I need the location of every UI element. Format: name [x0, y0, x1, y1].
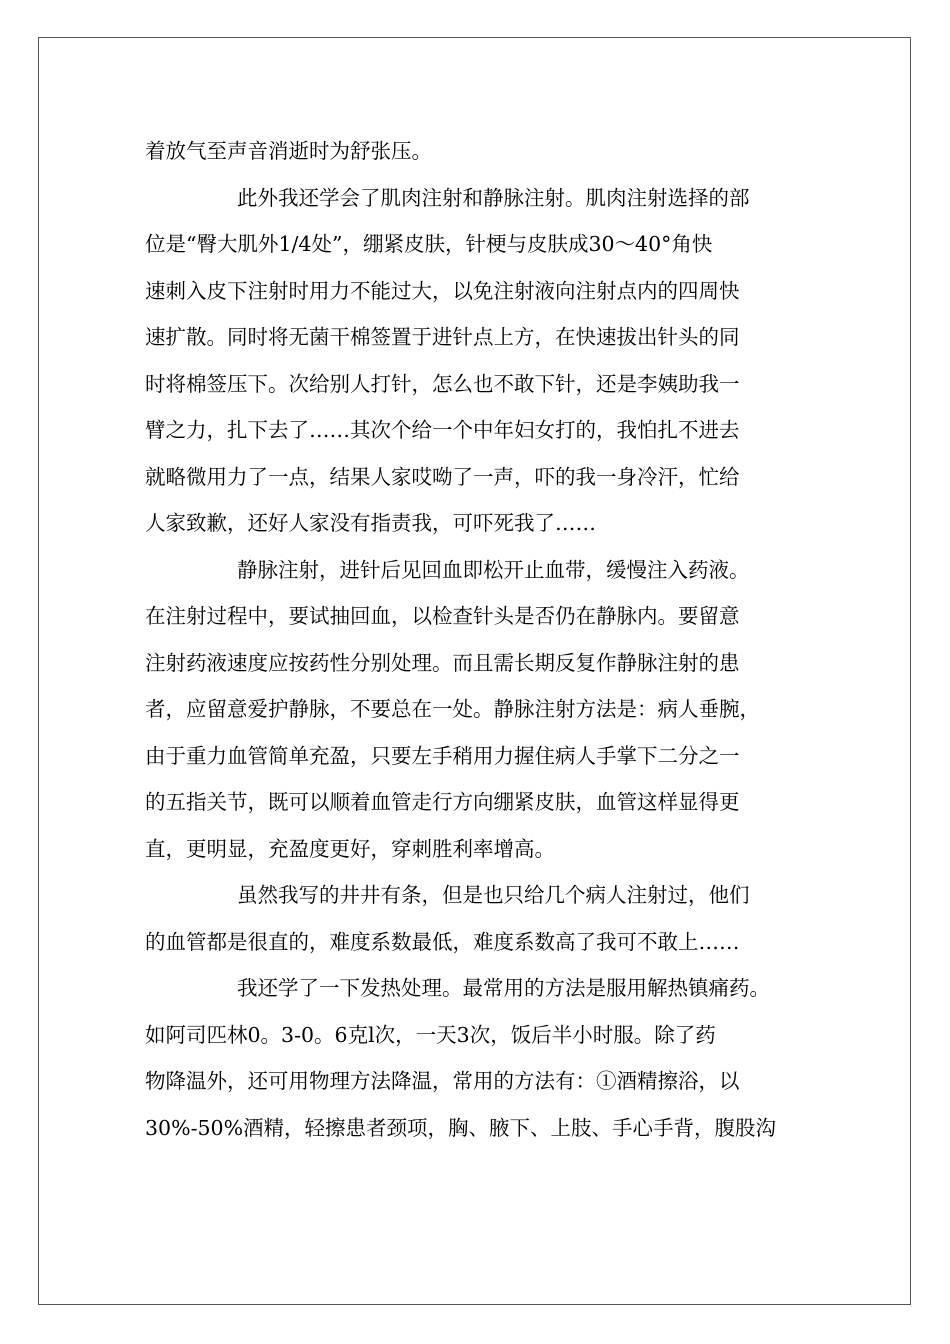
paragraph-4 [145, 872, 825, 965]
text-line: 30%-50%酒精，轻擦患者颈项，胸、腋下、上肢、手心手背，腹股沟 [145, 1115, 777, 1140]
text-line: 就略微用力了一点，结果人家哎呦了一声，吓的我一身冷汗，忙给 [145, 464, 740, 489]
document-body [145, 128, 825, 1151]
text-line: 位是“臀大肌外1/4处”，绷紧皮肤，针梗与皮肤成30～40°角快 [145, 232, 713, 256]
text-line: 在注射过程中，要试抽回血，以检查针头是否仍在静脉内。要留意 [145, 604, 740, 628]
text-line: 时将棉签压下。次给别人打针，怎么也不敢下针，还是李姨助我一 [145, 371, 740, 396]
text-line: 我还学了一下发热处理。最常用的方法是服用解热镇痛药。 [237, 976, 770, 1000]
paragraph-5 [145, 965, 825, 1151]
text-line: 速扩散。同时将无菌干棉签置于进针点上方，在快速拔出针头的同 [145, 325, 740, 349]
text-line: 静脉注射，进针后见回血即松开止血带，缓慢注入药液。 [237, 557, 750, 582]
text-line: 物降温外，还可用物理方法降温，常用的方法有：①酒精擦浴，以 [145, 1069, 740, 1093]
text-line: 此外我还学会了肌肉注射和静脉注射。肌肉注射选择的部 [237, 185, 750, 210]
text-line: 如阿司匹林0。3-0。6克l次，一天3次，饭后半小时服。除了药 [145, 1022, 716, 1047]
text-line: 的五指关节，既可以顺着血管走行方向绷紧皮肤，血管这样显得更 [145, 790, 740, 814]
text-line: 虽然我写的井井有条，但是也只给几个病人注射过，他们 [237, 883, 750, 907]
text-line: 臂之力，扎下去了……其次个给一个中年妇女打的，我怕扎不进去 [145, 418, 740, 442]
text-line: 由于重力血管简单充盈，只要左手稍用力握住病人手掌下二分之一 [145, 743, 740, 768]
text-line: 着放气至声音消逝时为舒张压。 [145, 139, 432, 163]
text-line: 直，更明显，充盈度更好，穿刺胜利率增高。 [145, 836, 555, 861]
text-line: 注射药液速度应按药性分别处理。而且需长期反复作静脉注射的患 [145, 650, 740, 675]
text-line: 的血管都是很直的，难度系数最低，难度系数高了我可不敢上…… [145, 929, 740, 954]
paragraph-1 [145, 128, 825, 175]
text-line: 人家致歉，还好人家没有指责我，可吓死我了…… [145, 511, 596, 535]
text-line: 速刺入皮下注射时用力不能过大，以免注射液向注射点内的四周快 [145, 278, 740, 303]
paragraph-2 [145, 175, 825, 547]
paragraph-3 [145, 547, 825, 873]
text-line: 者，应留意爱护静脉，不要总在一处。静脉注射方法是：病人垂腕， [145, 697, 760, 721]
